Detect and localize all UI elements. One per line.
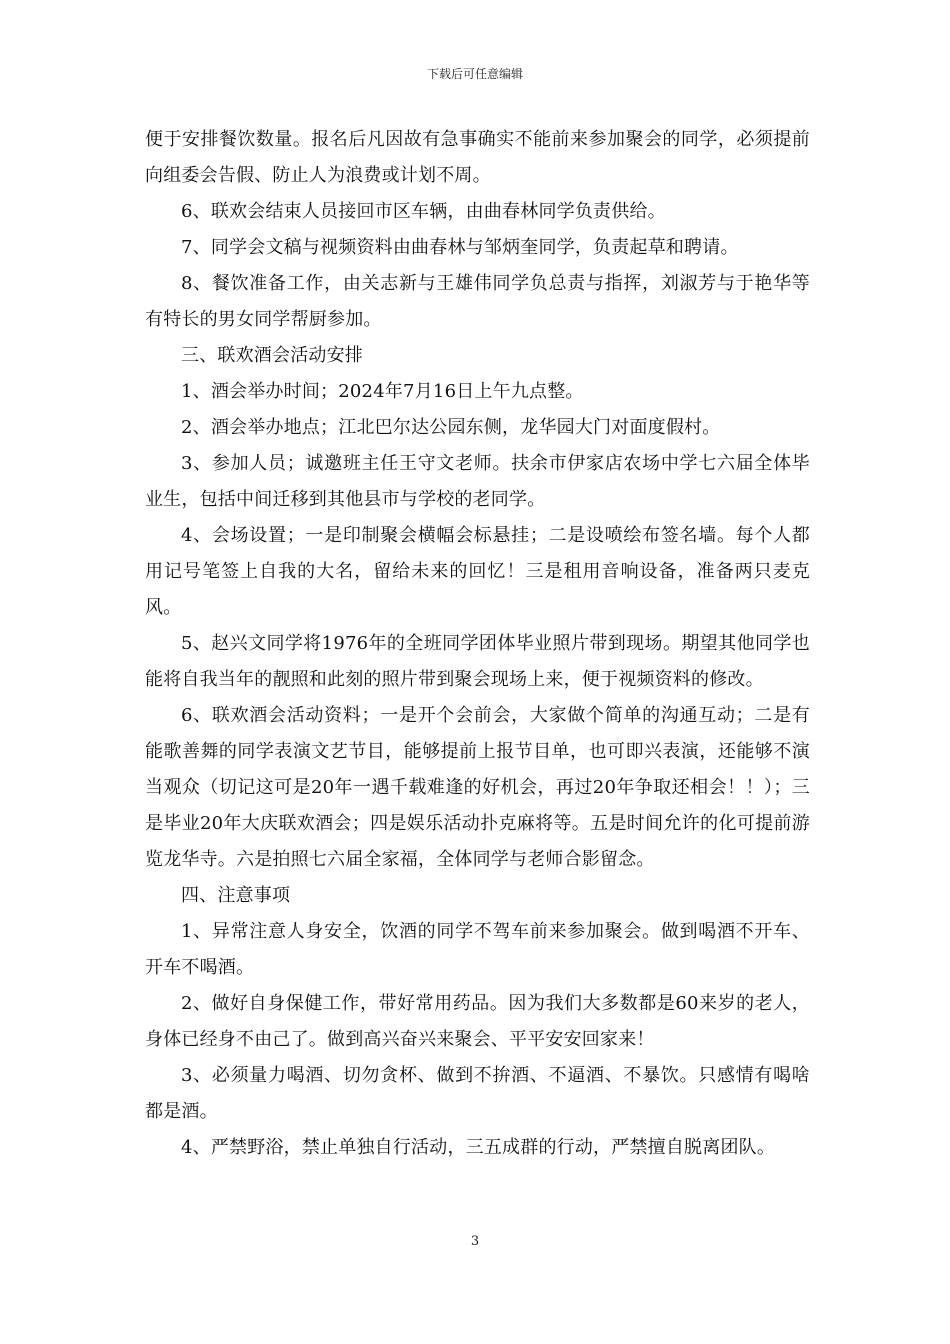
page-header: 下载后可任意编辑 — [426, 67, 523, 81]
section-heading: 四、注意事项 — [181, 885, 291, 906]
paragraph: 6、联欢会结束人员接回市区车辆，由曲春林同学负责供给。 — [181, 201, 666, 222]
paragraph: 3、必须量力喝酒、切勿贪杯、做到不拚酒、不逼酒、不暴饮。只感情有喝啥都是酒。 — [145, 1065, 810, 1122]
paragraph: 1、酒会举办时间；2024年7月16日上午九点整。 — [181, 381, 584, 402]
paragraph: 便于安排餐饮数量。报名后凡因故有急事确实不能前来参加聚会的同学，必须提前向组委会告假、防止人为浪费或计划不周。 — [145, 129, 810, 186]
document-body — [145, 122, 810, 1166]
section-heading: 三、联欢酒会活动安排 — [181, 345, 363, 366]
page-number: 3 — [470, 1234, 480, 1249]
paragraph: 4、会场设置；一是印制聚会横幅会标悬挂；二是设喷绘布签名墙。每个人都用记号笔签上自我的大名，留给未来的回忆！三是租用音响设备，准备两只麦克风。 — [145, 525, 810, 618]
paragraph: 4、严禁野浴，禁止单独自行活动，三五成群的行动，严禁擅自脱离团队。 — [181, 1137, 776, 1158]
paragraph: 2、做好自身保健工作，带好常用药品。因为我们大多数都是60来岁的老人，身体已经身不由己了。做到高兴奋兴来聚会、平平安安回家来！ — [145, 993, 810, 1050]
paragraph: 8、餐饮准备工作，由关志新与王雄伟同学负总责与指挥，刘淑芳与于艳华等有特长的男女同学帮厨参加。 — [145, 273, 810, 330]
paragraph: 1、异常注意人身安全，饮酒的同学不驾车前来参加聚会。做到喝酒不开车、开车不喝酒。 — [145, 921, 810, 978]
paragraph: 3、参加人员；诚邀班主任王守文老师。扶余市伊家店农场中学七六届全体毕业生，包括中间迁移到其他县市与学校的老同学。 — [145, 453, 810, 510]
paragraph: 6、联欢酒会活动资料；一是开个会前会，大家做个简单的沟通互动；二是有能歌善舞的同学表演文艺节目，能够提前上报节目单，也可即兴表演，还能够不演当观众（切记这可是20年一遇千载难逢的好机会，再过20年争取还相会！！）；三是毕业20年大庆联欢酒会；四是娱乐活动扑克麻将等。五是时间允许的化可提前游览龙华寺。六是拍照七六届全家福，全体同学与老师合影留念。 — [145, 705, 810, 870]
paragraph: 2、酒会举办地点；江北巴尔达公园东侧，龙华园大门对面度假村。 — [181, 417, 721, 438]
paragraph: 5、赵兴文同学将1976年的全班同学团体毕业照片带到现场。期望其他同学也能将自我当年的靓照和此刻的照片带到聚会现场上来，便于视频资料的修改。 — [145, 633, 810, 690]
paragraph: 7、同学会文稿与视频资料由曲春林与邹炳奎同学，负责起草和聘请。 — [181, 237, 739, 258]
